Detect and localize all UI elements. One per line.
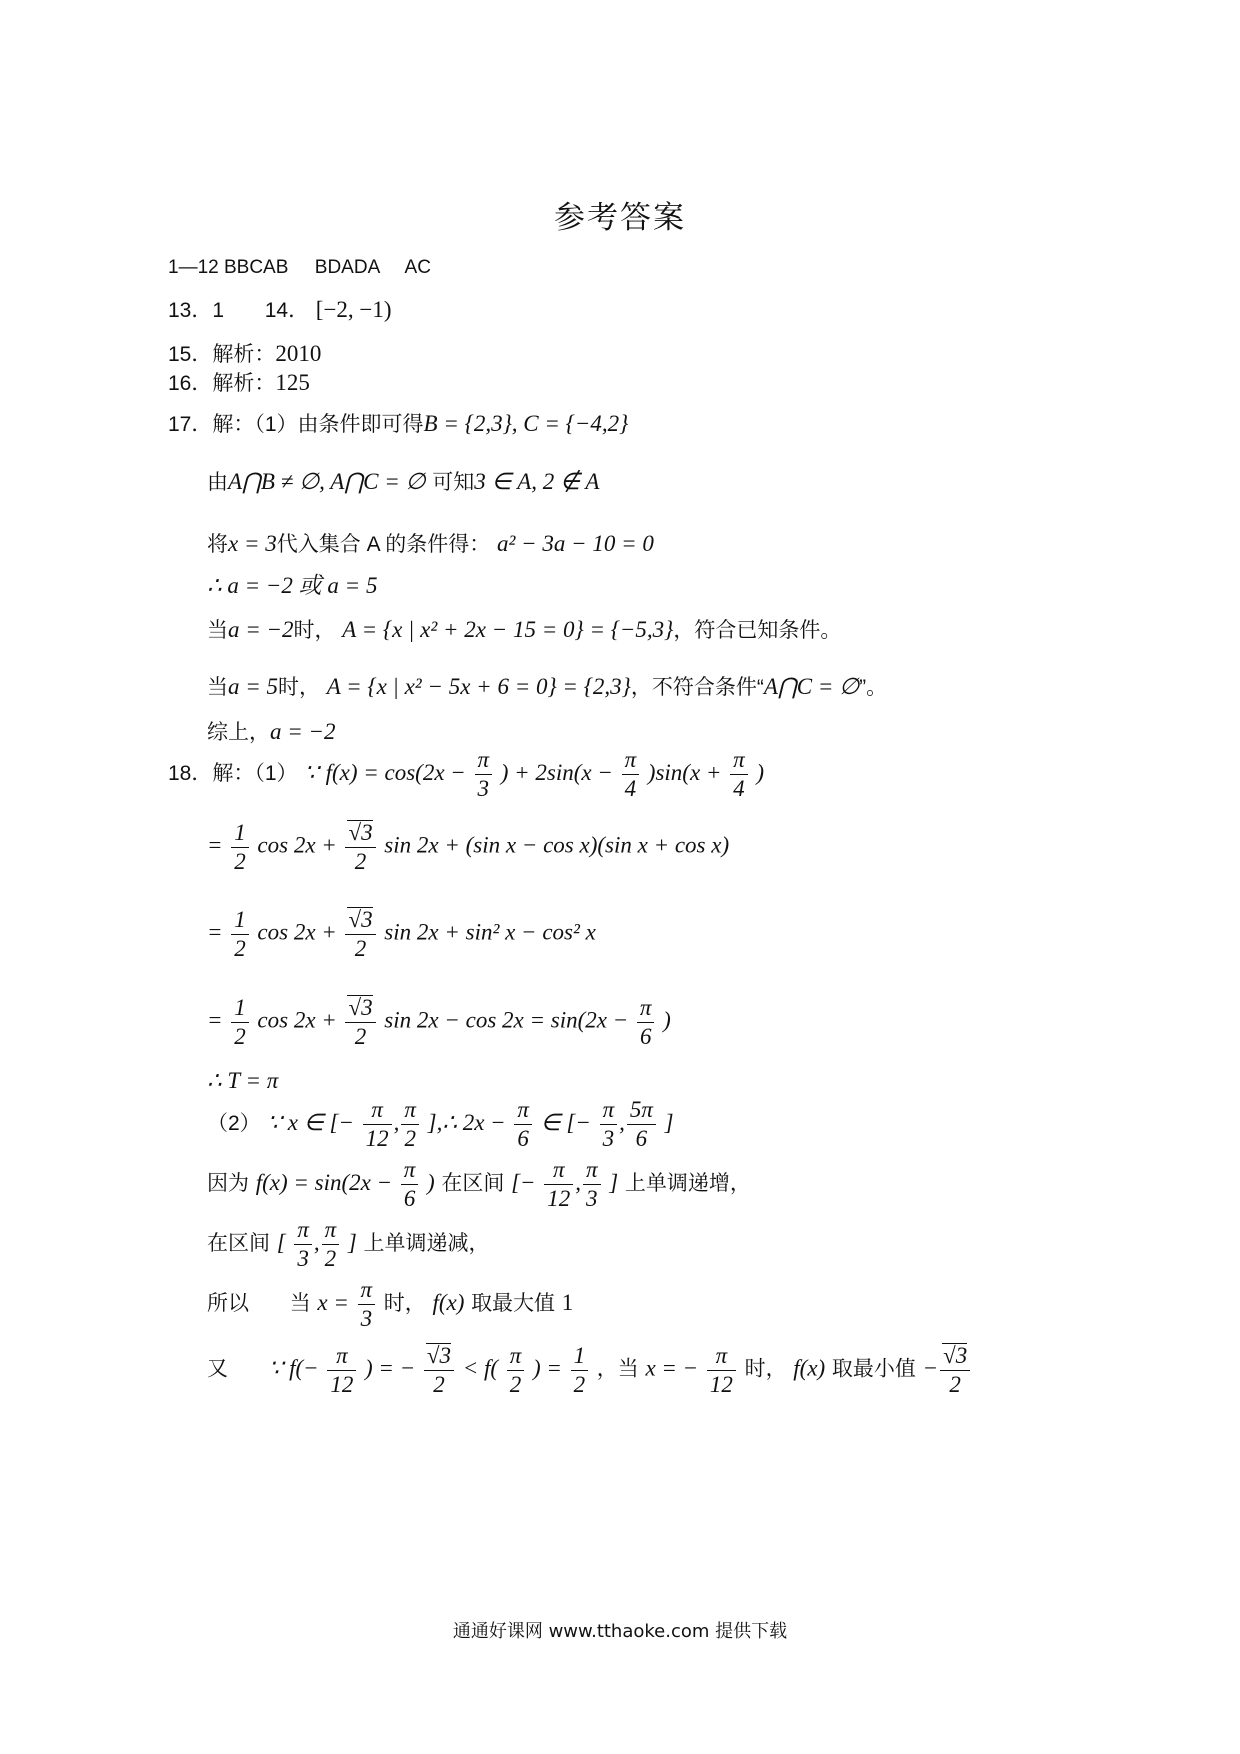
fraction-denominator: 2: [404, 1126, 416, 1152]
fraction-denominator: 12: [547, 1186, 571, 1212]
fraction-denominator: 12: [709, 1371, 733, 1397]
fraction-numerator: [424, 1343, 454, 1371]
math-fraction: [627, 1098, 656, 1151]
math-expression: a = 5: [228, 674, 279, 699]
math-fraction: [507, 1344, 525, 1397]
text-span: 16．解析：: [168, 372, 276, 395]
fraction-numerator: π: [401, 1098, 419, 1125]
math-expression: ): [756, 760, 765, 786]
q17-line-7: [207, 720, 336, 743]
q18-line-9: [207, 1278, 573, 1331]
fraction-pi-over-4: [622, 748, 640, 801]
text-span: 在区间: [207, 1232, 270, 1256]
math-fraction: [424, 1343, 454, 1397]
fraction-numerator: π: [327, 1344, 356, 1371]
fraction-denominator: 3: [297, 1246, 309, 1272]
text-span: 17．解：（1）由条件即可得: [168, 413, 424, 436]
fraction-numerator: [345, 995, 375, 1023]
q17-line-5: [207, 618, 841, 641]
math-expression: ∈ [−: [540, 1110, 591, 1136]
text-span: 因为: [207, 1172, 249, 1196]
text-span: 所以: [207, 1292, 249, 1316]
math-expression: ,: [393, 1110, 400, 1136]
answer-14-value: [−2, −1): [315, 297, 392, 322]
fraction-denominator: 2: [433, 1372, 445, 1398]
fraction-denominator: 3: [477, 776, 490, 802]
math-fraction: [401, 1098, 419, 1151]
text-span: 将: [207, 533, 228, 556]
fraction-sqrt3-over-2: [345, 907, 375, 961]
math-expression: f(x): [793, 1355, 826, 1381]
math-fraction: [544, 1158, 573, 1211]
fraction-numerator: π: [622, 748, 640, 775]
math-expression: ∵ f(−: [268, 1355, 319, 1381]
fraction-denominator: 2: [324, 1246, 337, 1272]
answer-16-value: 125: [275, 370, 310, 395]
answer-13-14: [168, 298, 392, 321]
fraction-numerator: π: [730, 748, 748, 775]
sqrt-expression: √3: [426, 1343, 452, 1368]
fraction-numerator: π: [707, 1344, 736, 1371]
q17-line-3: [207, 532, 654, 555]
fraction-denominator: 2: [354, 1024, 367, 1050]
math-expression: B = {2,3}, C = {−4,2}: [423, 411, 629, 436]
fraction-numerator: 1: [231, 908, 249, 935]
math-expression: a = −2: [270, 719, 336, 744]
fraction-denominator: 6: [635, 1126, 648, 1152]
fraction-numerator: π: [637, 996, 655, 1023]
math-expression: ,: [313, 1230, 320, 1256]
text-span: 又: [207, 1357, 228, 1381]
fraction-denominator: 2: [234, 935, 246, 961]
fraction-numerator: π: [401, 1158, 419, 1185]
q18-line-5: ∴ T = π: [207, 1068, 279, 1093]
fraction-denominator: 3: [602, 1126, 615, 1152]
q18-line-4: [207, 995, 671, 1049]
math-expression: a² − 3a − 10 = 0: [496, 531, 654, 556]
q18-line-8: [207, 1218, 489, 1271]
fraction-sqrt3-over-2: [345, 820, 375, 874]
math-expression: A⋂C = ∅: [763, 674, 860, 699]
q18-line-3: [207, 907, 596, 961]
math-expression: A = {x | x² + 2x − 15 = 0} = {−5,3}: [342, 617, 674, 642]
math-expression: cos 2x +: [257, 832, 337, 858]
math-expression: ∵ x ∈ [−: [267, 1110, 354, 1136]
text-span: 取最小值: [831, 1357, 916, 1381]
math-fraction: [600, 1098, 618, 1151]
math-expression: ]: [347, 1230, 357, 1256]
math-fraction: [358, 1278, 376, 1331]
math-fraction: [514, 1098, 532, 1151]
answer-16: [168, 371, 310, 394]
sqrt-expression: √3: [348, 907, 373, 932]
fraction-numerator: [345, 907, 375, 935]
text-span: 由: [207, 471, 228, 494]
fraction-numerator: π: [322, 1218, 340, 1245]
math-expression: ) =: [532, 1355, 562, 1381]
text-span: 代入集合 A 的条件得：: [276, 533, 491, 556]
math-expression: =: [207, 919, 223, 945]
math-expression: 1: [561, 1290, 574, 1316]
fraction-numerator: π: [583, 1158, 601, 1185]
text-span: 取最大值: [471, 1292, 556, 1316]
text-span: 综上，: [207, 721, 270, 744]
answers-1-12: 1—12 BBCAB BDADA AC: [168, 257, 431, 278]
fraction-numerator: π: [600, 1098, 618, 1125]
fraction-denominator: 6: [517, 1126, 529, 1152]
fraction-numerator: [345, 820, 375, 848]
math-expression: 3 ∈ A, 2 ∉ A: [474, 469, 600, 494]
fraction-denominator: 12: [330, 1371, 354, 1397]
text-span: 上单调递增，: [624, 1172, 751, 1196]
fraction-numerator: π: [507, 1344, 525, 1371]
fraction-numerator: 1: [231, 821, 249, 848]
math-expression: ]: [609, 1170, 619, 1196]
fraction-numerator: 5π: [627, 1098, 656, 1125]
q18-line-1: [168, 748, 764, 801]
math-expression: ],∴ 2x −: [427, 1110, 506, 1136]
math-expression: f(x): [432, 1290, 465, 1316]
fraction-sqrt3-over-2: [345, 995, 375, 1049]
math-expression: f(x) = sin(2x −: [255, 1170, 393, 1196]
q18-line-2: [207, 820, 729, 874]
fraction-denominator: 2: [573, 1371, 586, 1397]
fraction-denominator: 4: [624, 776, 637, 802]
math-expression: =: [207, 832, 223, 858]
math-fraction: [401, 1158, 419, 1211]
math-expression: ,: [575, 1170, 581, 1196]
fraction-half: [231, 996, 249, 1049]
math-expression: ) + 2sin(x −: [500, 760, 613, 786]
text-span: ，不符合条件“: [630, 676, 764, 699]
math-expression: [−: [511, 1170, 536, 1196]
math-fraction: [707, 1344, 736, 1397]
math-expression: cos 2x +: [257, 919, 337, 945]
text-span: 当: [207, 619, 228, 642]
text-span: 可知: [432, 471, 475, 494]
math-expression: sin 2x + sin² x − cos² x: [384, 919, 596, 945]
fraction-denominator: 2: [509, 1371, 522, 1397]
text-span: 15．解析：: [168, 343, 276, 366]
math-expression: a = −2: [228, 617, 294, 642]
page-footer: 通通好课网 www.tthaoke.com 提供下载: [452, 1621, 788, 1642]
sqrt-expression: √3: [348, 820, 373, 845]
math-expression: x = 3: [228, 531, 277, 556]
math-expression: [: [276, 1230, 286, 1256]
fraction-denominator: 2: [354, 849, 367, 875]
fraction-numerator: π: [544, 1158, 573, 1185]
sqrt-expression: √3: [943, 1343, 968, 1368]
fraction-pi-over-4: [730, 748, 748, 801]
q17-line-6: [207, 675, 887, 698]
math-expression: A = {x | x² − 5x + 6 = 0} = {2,3}: [326, 674, 631, 699]
fraction-numerator: [940, 1343, 970, 1371]
math-fraction: [363, 1098, 392, 1151]
math-expression: ,: [619, 1110, 625, 1136]
fraction-pi-over-3: [475, 748, 493, 801]
fraction-denominator: 2: [234, 1023, 246, 1049]
fraction-denominator: 3: [360, 1306, 373, 1332]
math-expression: cos 2x +: [257, 1007, 337, 1033]
fraction-numerator: 1: [571, 1344, 589, 1371]
text-span: 时，: [293, 619, 336, 642]
fraction-numerator: π: [514, 1098, 532, 1125]
q17-line-2: [207, 470, 599, 493]
math-expression: A⋂B ≠ ∅, A⋂C = ∅: [228, 469, 426, 494]
q18-line-7: [207, 1158, 751, 1211]
math-expression: ): [663, 1007, 671, 1033]
text-span: 时，: [383, 1292, 426, 1316]
q17-line-4: ∴ a = −2 或 a = 5: [207, 573, 378, 598]
fraction-denominator: 3: [586, 1186, 598, 1212]
math-expression: =: [207, 1007, 223, 1033]
fraction-denominator: 2: [234, 848, 246, 874]
text-span: 当: [207, 676, 228, 699]
math-fraction: [583, 1158, 601, 1211]
q18-line-10: [207, 1343, 972, 1397]
math-fraction: [322, 1218, 340, 1271]
math-expression: ) = −: [365, 1355, 416, 1381]
math-expression: )sin(x +: [647, 760, 722, 786]
sqrt-expression: √3: [348, 995, 373, 1020]
math-fraction: [327, 1344, 356, 1397]
fraction-denominator: 12: [365, 1126, 389, 1152]
text-span: ，当: [596, 1357, 639, 1381]
fraction-half: [231, 821, 249, 874]
math-expression: f(x) = cos(2x −: [325, 760, 466, 786]
math-expression: ∵: [304, 760, 319, 786]
answer-15: [168, 342, 321, 365]
q18-line-6: [207, 1098, 674, 1151]
fraction-numerator: π: [358, 1278, 376, 1305]
fraction-denominator: 6: [403, 1186, 416, 1212]
text-span: 18．解：（1）: [168, 762, 298, 786]
math-expression: ]: [664, 1110, 674, 1136]
fraction-denominator: 4: [733, 776, 745, 802]
fraction-numerator: π: [363, 1098, 392, 1125]
fraction-denominator: 2: [354, 936, 367, 962]
text-span: 时，: [744, 1357, 787, 1381]
text-span: （2）: [207, 1112, 261, 1136]
answer-13: 13．1: [168, 299, 225, 322]
text-span: ，符合已知条件。: [673, 619, 842, 642]
math-expression: sin 2x − cos 2x = sin(2x −: [384, 1007, 629, 1033]
math-expression: sin 2x + (sin x − cos x)(sin x + cos x): [384, 832, 730, 858]
math-fraction: [940, 1343, 970, 1397]
math-fraction: [571, 1344, 589, 1397]
fraction-denominator: 6: [639, 1023, 652, 1049]
text-span: 在区间: [441, 1172, 505, 1196]
math-expression: −: [922, 1355, 939, 1381]
answer-15-value: 2010: [275, 341, 322, 366]
math-expression: x = −: [645, 1355, 699, 1381]
fraction-numerator: 1: [231, 996, 249, 1023]
fraction-denominator: 2: [949, 1372, 961, 1398]
q17-line-1: [168, 412, 628, 435]
text-span: 当: [289, 1292, 311, 1316]
fraction-half: [231, 908, 249, 961]
math-expression: x =: [317, 1290, 349, 1316]
text-span: 上单调递减，: [363, 1232, 490, 1256]
fraction-numerator: π: [475, 748, 493, 775]
text-span: ”。: [859, 676, 888, 699]
math-fraction: [294, 1218, 312, 1271]
fraction-numerator: π: [294, 1218, 312, 1245]
text-span: 时，: [278, 676, 321, 699]
page-title: 参考答案: [554, 200, 686, 236]
math-expression: < f(: [462, 1355, 499, 1381]
answer-14-label: 14．: [264, 299, 310, 322]
math-expression: ): [427, 1170, 435, 1196]
fraction-pi-over-6: [637, 996, 655, 1049]
